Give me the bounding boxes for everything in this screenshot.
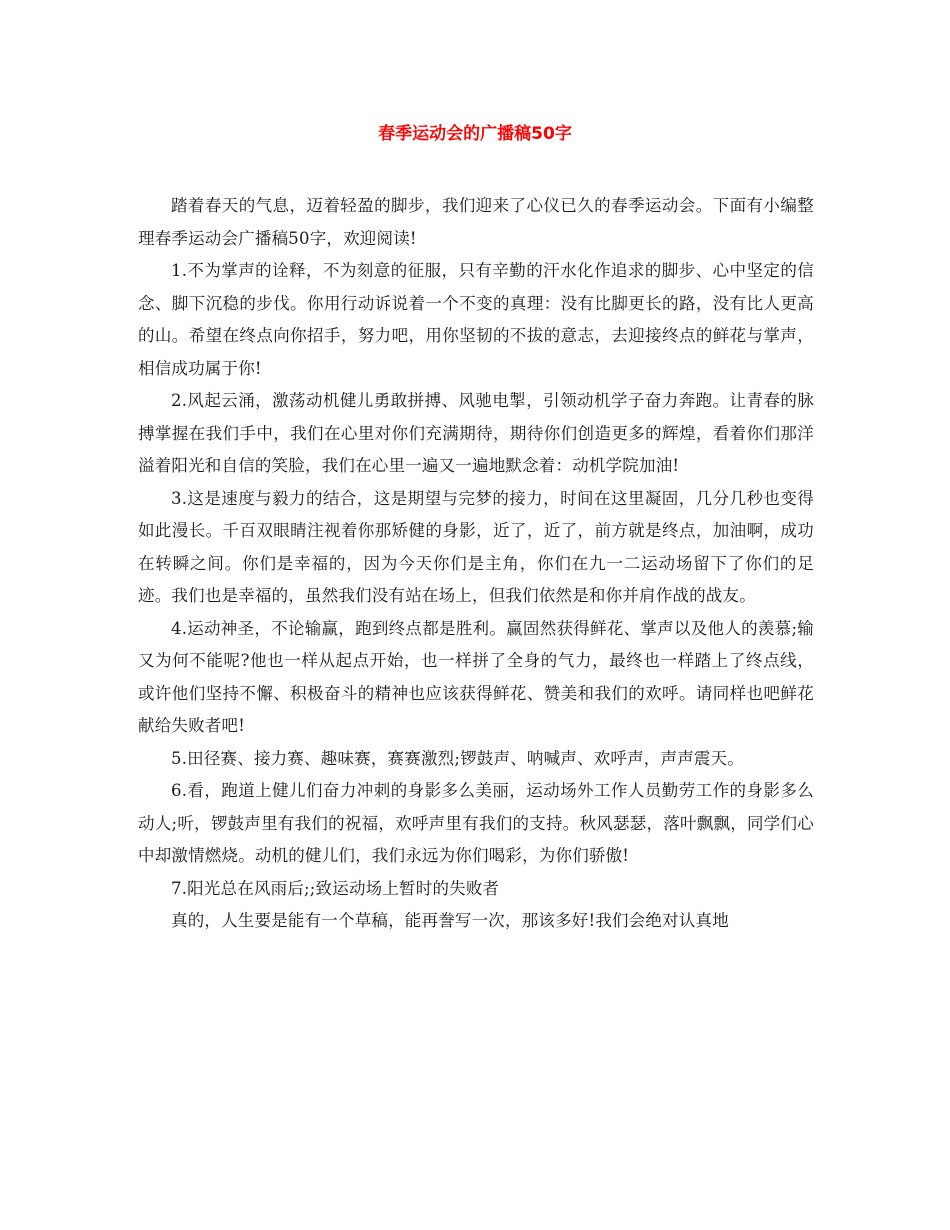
paragraph-item-3: 3.这是速度与毅力的结合，这是期望与完梦的接力，时间在这里凝固，几分几秒也变得如此漫长。千百双眼睛注视着你那矫健的身影，近了，近了，前方就是终点，加油啊，成功在转瞬之间。你们是幸福的，因为今天你们是主角，你们在九一二运动场留下了你们的足迹。我们也是幸福的，虽然我们没有站在场上，但我们依然是和你并肩作战的战友。 (138, 488, 814, 605)
document-body (138, 190, 814, 938)
paragraph-item-2: 2.风起云涌，激荡动机健儿勇敢拼搏、风驰电掣，引领动机学子奋力奔跑。让青春的脉搏掌握在我们手中，我们在心里对你们充满期待，期待你们创造更多的辉煌，看着你们那洋溢着阳光和自信的笑脸，我们在心里一遍又一遍地默念着：动机学院加油! (138, 391, 814, 475)
paragraph-intro: 踏着春天的气息，迈着轻盈的脚步，我们迎来了心仪已久的春季运动会。下面有小编整理春季运动会广播稿50字，欢迎阅读! (138, 196, 814, 248)
paragraph-item-5: 5.田径赛、接力赛、趣味赛，赛赛激烈;锣鼓声、呐喊声、欢呼声，声声震天。 (171, 748, 745, 768)
page-title: 春季运动会的广播稿50字 (378, 124, 572, 144)
paragraph-item-1: 1.不为掌声的诠释，不为刻意的征服，只有辛勤的汗水化作追求的脚步、心中坚定的信念、脚下沉稳的步伐。你用行动诉说着一个不变的真理：没有比脚更长的路，没有比人更高的山。希望在终点向你招手，努力吧，用你坚韧的不拔的意志，去迎接终点的鲜花与掌声，相信成功属于你! (138, 261, 814, 378)
paragraph-item-7-body: 真的，人生要是能有一个草稿，能再誊写一次，那该多好!我们会绝对认真地 (171, 911, 729, 930)
paragraph-item-4: 4.运动神圣，不论输赢，跑到终点都是胜利。赢固然获得鲜花、掌声以及他人的羡慕;输又为何不能呢?他也一样从起点开始，也一样拼了全身的气力，最终也一样踏上了终点线，或许他们坚持不懈、积极奋斗的精神也应该获得鲜花、赞美和我们的欢呼。请同样也吧鲜花献给失败者吧! (138, 618, 814, 735)
paragraph-item-6: 6.看，跑道上健儿们奋力冲刺的身影多么美丽，运动场外工作人员勤劳工作的身影多么动人;听，锣鼓声里有我们的祝福，欢呼声里有我们的支持。秋风瑟瑟，落叶飘飘，同学们心中却激情燃烧。动机的健儿们，我们永远为你们喝彩，为你们骄傲! (138, 781, 814, 865)
paragraph-item-7: 7.阳光总在风雨后;;致运动场上暂时的失败者 (171, 878, 500, 898)
